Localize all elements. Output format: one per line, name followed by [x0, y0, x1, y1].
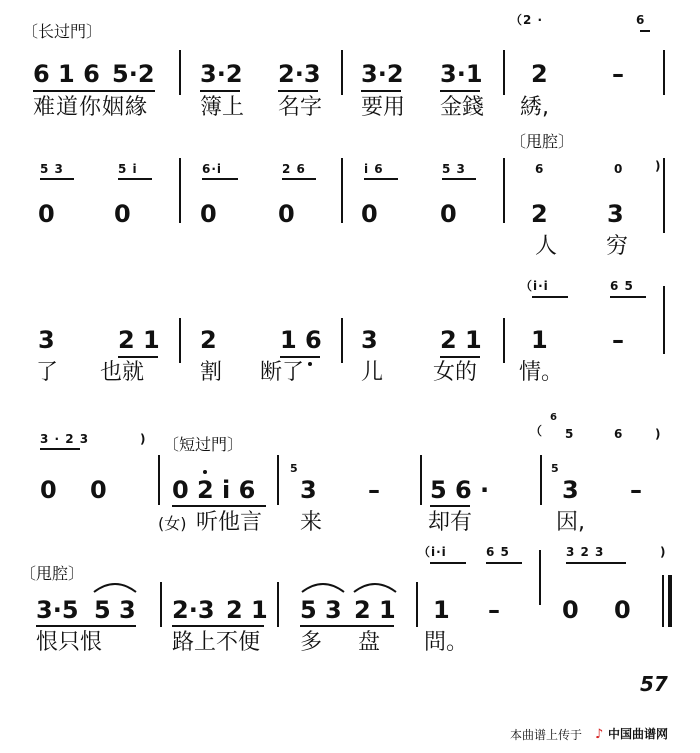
lyric: 名字	[278, 95, 323, 120]
lyric: 綉,	[520, 95, 549, 120]
barline	[158, 455, 160, 505]
upper-note: 0	[614, 162, 624, 176]
barline	[539, 550, 541, 605]
note: 3	[300, 476, 317, 504]
beam-underline	[440, 356, 480, 358]
note-r1-7: 2	[531, 60, 548, 88]
barline	[160, 582, 162, 627]
lyric: 也就	[100, 360, 145, 385]
barline	[663, 286, 665, 354]
beam-underline	[118, 356, 158, 358]
underline	[40, 448, 80, 450]
barline	[420, 455, 422, 505]
note: 3	[361, 326, 378, 354]
upper-note: 5 3	[40, 162, 64, 176]
barline	[416, 582, 418, 627]
beam-underline	[280, 356, 320, 358]
barline	[179, 318, 181, 363]
lyric: 难道你姻緣	[33, 95, 149, 120]
underline	[486, 562, 522, 564]
note: 5 3	[94, 596, 136, 624]
note: ·	[480, 476, 490, 504]
grace-note: 5	[290, 462, 298, 475]
site-logo-text[interactable]: 中国曲谱网	[608, 727, 669, 741]
beam-underline	[361, 90, 401, 92]
note: 2·3	[172, 596, 215, 624]
octave-dot	[203, 470, 207, 474]
lyric: 盘	[358, 630, 381, 655]
upper-note: 6 5	[610, 279, 634, 293]
note-r1-3: 3·2	[200, 60, 243, 88]
underline	[40, 178, 74, 180]
upper-note: i 6	[364, 162, 384, 176]
upper-note: 5 i	[118, 162, 138, 176]
note: 5 6	[430, 476, 472, 504]
upper-note: 6 5	[486, 545, 510, 559]
upper-note: 6	[535, 162, 545, 176]
underline	[430, 562, 466, 564]
note: 2 1	[118, 326, 160, 354]
upper-note: （i·i	[520, 279, 549, 293]
underline	[118, 178, 152, 180]
swing-tune-label-1: 〔甩腔〕	[510, 132, 575, 151]
note: 0	[614, 596, 631, 624]
lyric: 問。	[424, 630, 469, 655]
lyric: 穷	[606, 234, 629, 259]
beam-underline	[36, 625, 136, 627]
grace-note: 5	[551, 462, 559, 475]
note: –	[488, 596, 500, 624]
barline	[277, 582, 279, 627]
note: 0	[562, 596, 579, 624]
beam-underline	[278, 90, 318, 92]
lyric: 了	[36, 360, 59, 385]
lyric: 多	[300, 630, 323, 655]
underline	[610, 296, 646, 298]
barline	[179, 50, 181, 95]
beam-underline	[430, 505, 470, 507]
note: i 6	[222, 476, 256, 504]
underline	[640, 30, 650, 32]
lyric: 断了	[260, 360, 305, 385]
note-r1-8: –	[612, 60, 624, 88]
note: –	[630, 476, 642, 504]
upper-note: 6	[614, 427, 624, 441]
barline	[663, 50, 665, 95]
underline	[364, 178, 398, 180]
note: 2 1	[226, 596, 268, 624]
note-r1-4: 2·3	[278, 60, 321, 88]
lyric: 簿上	[200, 95, 245, 120]
lyric: 女的	[433, 360, 478, 385]
lyric: 听他言	[196, 510, 263, 535]
swing-tune-label-2: 〔甩腔〕	[20, 564, 85, 583]
upper-note: )	[660, 545, 667, 559]
note-r1-1: 6 1 6	[33, 60, 100, 88]
footer-text: 本曲谱上传于	[510, 728, 583, 742]
barline	[503, 318, 505, 363]
note: 0 2	[172, 476, 214, 504]
note: 2	[200, 326, 217, 354]
note: 0	[38, 200, 55, 228]
long-interlude-label: 〔长过門〕	[22, 22, 103, 41]
note: 3	[38, 326, 55, 354]
upper-note: )	[140, 432, 147, 446]
upper-note: （	[530, 424, 544, 438]
lyric: 却有	[428, 510, 473, 535]
beam-underline	[200, 90, 240, 92]
note: 0	[278, 200, 295, 228]
short-interlude-label: 〔短过門〕	[163, 435, 244, 454]
slur	[300, 580, 346, 594]
lyric: 人	[535, 234, 558, 259]
barline	[341, 50, 343, 95]
underline	[282, 178, 316, 180]
note: 0	[440, 200, 457, 228]
slur	[92, 580, 138, 594]
barline	[179, 158, 181, 223]
barline	[277, 455, 279, 505]
note: –	[612, 326, 624, 354]
barline	[663, 158, 665, 233]
upper-note: 2 6	[282, 162, 306, 176]
note: 3	[607, 200, 624, 228]
barline	[503, 158, 505, 223]
note-r1-5: 3·2	[361, 60, 404, 88]
underline	[532, 296, 568, 298]
upper-note-r1-b: 6	[636, 13, 646, 27]
beam-underline	[300, 625, 394, 627]
final-barline-thick	[668, 575, 672, 627]
lyric: 要用	[361, 95, 406, 120]
note: 0	[361, 200, 378, 228]
lyric: 儿	[361, 360, 384, 385]
upper-note: )	[655, 427, 662, 441]
note: 0	[40, 476, 57, 504]
note-r1-2: 5·2	[112, 60, 155, 88]
barline	[540, 455, 542, 505]
note: 0	[90, 476, 107, 504]
note: 2	[531, 200, 548, 228]
female-voice-label: (女)	[158, 514, 187, 533]
underline	[566, 562, 626, 564]
beam-underline	[440, 90, 480, 92]
underline	[202, 178, 238, 180]
lyric: 恨只恨	[36, 630, 103, 655]
upper-note: 3 · 2 3	[40, 432, 90, 446]
final-barline-thin	[662, 575, 664, 627]
note: 5 3	[300, 596, 342, 624]
upper-note: （i·i	[418, 545, 447, 559]
barline	[503, 50, 505, 95]
lyric: 因,	[556, 510, 585, 535]
lyric: 金錢	[440, 95, 485, 120]
beam-underline	[172, 625, 264, 627]
music-note-icon: ♪	[595, 727, 604, 742]
octave-dot	[308, 362, 312, 366]
note: 1	[433, 596, 450, 624]
beam-underline	[172, 505, 266, 507]
beam-underline	[33, 90, 155, 92]
barline	[341, 318, 343, 363]
lyric: 路上不便	[172, 630, 261, 655]
upper-note-r1-a: （2 ·	[510, 13, 544, 27]
note: 3·5	[36, 596, 79, 624]
note: 2 1	[440, 326, 482, 354]
note: 0	[200, 200, 217, 228]
upper-note: )	[655, 159, 662, 173]
upper-note: 6·i	[202, 162, 223, 176]
note: 3	[562, 476, 579, 504]
note-r1-6: 3·1	[440, 60, 483, 88]
note: 1	[531, 326, 548, 354]
note: 2 1	[354, 596, 396, 624]
note: –	[368, 476, 380, 504]
underline	[442, 178, 476, 180]
grace-note: 6	[550, 412, 557, 423]
lyric: 情。	[519, 360, 564, 385]
upper-note: 3 2 3	[566, 545, 605, 559]
slur	[352, 580, 398, 594]
lyric: 割	[200, 360, 223, 385]
barline	[341, 158, 343, 223]
upper-note: 5	[565, 427, 575, 441]
lyric: 来	[300, 510, 323, 535]
note: 0	[114, 200, 131, 228]
upper-note: 5 3	[442, 162, 466, 176]
page-number: 57	[640, 672, 668, 696]
note: 1 6	[280, 326, 322, 354]
